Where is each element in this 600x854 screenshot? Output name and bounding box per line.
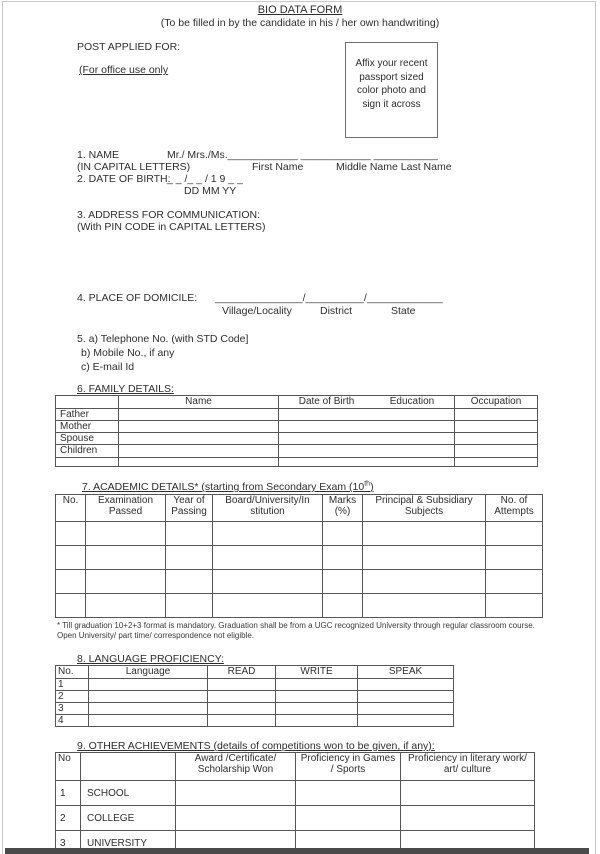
telephone-label: 5. a) Telephone No. (with STD Code] — [77, 333, 249, 345]
empty-cell — [213, 594, 323, 618]
empty-cell — [208, 679, 276, 691]
mobile-label: b) Mobile No., if any — [81, 347, 175, 359]
table-row — [56, 445, 538, 458]
empty-cell — [208, 691, 276, 703]
empty-cell — [486, 570, 543, 594]
family-education-header: Education — [389, 396, 435, 407]
dob-blanks: _ _ /_ _ / 1 9 _ _ — [167, 173, 243, 185]
domicile-blanks: _______________/__________/_____________ — [215, 292, 443, 304]
academic-heading-sup: th — [364, 480, 371, 488]
language-col-speak: SPEAK — [358, 666, 454, 679]
table-row — [56, 546, 543, 570]
empty-cell — [166, 546, 213, 570]
achievement-level-college: COLLEGE — [81, 806, 176, 831]
name-label: 1. NAME — [77, 149, 120, 161]
empty-cell — [358, 715, 454, 727]
table-row — [56, 666, 454, 679]
empty-cell — [363, 546, 486, 570]
name-blanks: ____________ ____________ ___________ — [227, 149, 438, 161]
empty-cell — [213, 570, 323, 594]
table-row — [56, 458, 538, 467]
academic-details-table — [55, 494, 543, 618]
table-row — [56, 594, 543, 618]
empty-cell — [176, 806, 296, 831]
empty-cell — [119, 433, 279, 445]
achievement-level-university: UNIVERSITY — [81, 831, 176, 854]
empty-cell — [296, 781, 401, 806]
empty-cell — [276, 715, 358, 727]
achievements-col-award: Award /Certificate/ Scholarship Won — [176, 753, 296, 781]
photo-affix-box: Affix your recent passport sized color photo and sign it across — [345, 42, 438, 138]
empty-cell — [89, 691, 208, 703]
first-name-label: First Name — [252, 161, 304, 173]
achievement-level-school: SCHOOL — [81, 781, 176, 806]
email-label: c) E-mail Id — [81, 361, 135, 373]
empty-cell — [279, 421, 455, 433]
empty-cell — [119, 409, 279, 421]
academic-col-marks: Marks (%) — [323, 495, 363, 522]
academic-col-exam: Examination Passed — [86, 495, 166, 522]
office-use-label: (For office use only — [79, 64, 169, 76]
empty-cell — [56, 522, 86, 546]
empty-cell — [455, 421, 538, 433]
empty-cell — [486, 522, 543, 546]
address-note: (With PIN CODE in CAPITAL LETTERS) — [77, 221, 266, 233]
empty-cell — [208, 715, 276, 727]
academic-col-no: No. — [56, 495, 86, 522]
language-col-no: No. — [56, 666, 89, 679]
empty-cell — [276, 679, 358, 691]
empty-cell — [86, 570, 166, 594]
empty-cell — [486, 594, 543, 618]
family-details-heading: 6. FAMILY DETAILS: — [77, 383, 174, 395]
table-row — [56, 806, 535, 831]
empty-cell — [363, 570, 486, 594]
name-line — [167, 149, 438, 161]
empty-cell — [213, 546, 323, 570]
bottom-bar — [5, 848, 589, 854]
family-dob-header: Date of Birth — [298, 396, 355, 407]
empty-cell — [455, 409, 538, 421]
district-label: District — [320, 305, 353, 317]
empty-cell — [323, 522, 363, 546]
post-applied-label: POST APPLIED FOR: — [77, 41, 181, 53]
middle-last-name-label: Middle Name Last Name — [336, 161, 452, 173]
family-row-spouse: Spouse — [56, 433, 119, 445]
empty-cell — [86, 522, 166, 546]
academic-heading-close: ) — [370, 481, 374, 493]
language-col-write: WRITE — [276, 666, 358, 679]
empty-cell — [119, 421, 279, 433]
empty-cell — [363, 594, 486, 618]
table-row — [56, 753, 535, 781]
language-row-number: 1 — [56, 679, 89, 691]
other-achievements-table — [55, 752, 535, 854]
empty-cell — [323, 546, 363, 570]
family-row-children: Children — [56, 445, 119, 458]
empty-cell — [279, 409, 455, 421]
table-row — [56, 433, 538, 445]
empty-cell — [358, 703, 454, 715]
empty-cell — [81, 753, 176, 781]
empty-cell — [455, 433, 538, 445]
academic-col-attempts: No. of Attempts — [486, 495, 543, 522]
language-row-number: 3 — [56, 703, 89, 715]
table-row — [56, 679, 454, 691]
empty-cell — [176, 781, 296, 806]
table-row — [56, 570, 543, 594]
village-locality-label: Village/Locality — [222, 305, 292, 317]
language-row-number: 4 — [56, 715, 89, 727]
form-subtitle: (To be filled in by the candidate in his / her own handwriting) — [160, 17, 440, 29]
empty-cell — [363, 522, 486, 546]
academic-col-subjects: Principal & Subsidiary Subjects — [363, 495, 486, 522]
state-label: State — [391, 305, 416, 317]
family-row-mother: Mother — [56, 421, 119, 433]
family-dob-education-header — [279, 396, 455, 409]
table-row — [56, 409, 538, 421]
empty-cell — [296, 806, 401, 831]
achievement-row-number: 1 — [56, 781, 81, 806]
empty-cell — [358, 691, 454, 703]
achievement-row-number: 2 — [56, 806, 81, 831]
empty-cell — [279, 433, 455, 445]
language-proficiency-table — [55, 665, 454, 727]
empty-cell — [56, 396, 119, 409]
table-row — [56, 396, 538, 409]
dob-format-label: DD MM YY — [184, 185, 237, 197]
empty-cell — [208, 703, 276, 715]
empty-cell — [166, 594, 213, 618]
achievements-col-no: No — [56, 753, 81, 781]
table-row — [56, 703, 454, 715]
page-title — [0, 4, 600, 16]
achievements-col-literary: Proficiency in literary work/ art/ culture — [401, 753, 535, 781]
table-row — [56, 522, 543, 546]
academic-col-year: Year of Passing — [166, 495, 213, 522]
academic-footnote: * Till graduation 10+2+3 format is mandatory. Graduation shall be from a UGC recognized University through regular classroom course. Open University/ part time/ correspondence not eligible. — [57, 621, 535, 640]
family-row-father: Father — [56, 409, 119, 421]
empty-cell — [119, 445, 279, 458]
empty-cell — [455, 458, 538, 467]
empty-cell — [279, 458, 455, 467]
form-title: BIO DATA FORM — [257, 4, 343, 16]
dob-label: 2. DATE OF BIRTH: — [77, 173, 171, 185]
academic-heading-main: 7. ACADEMIC DETAILS* (starting from Secondary Exam (10 — [82, 481, 365, 493]
name-prefix: Mr./ Mrs./Ms. — [167, 149, 228, 161]
empty-cell — [89, 703, 208, 715]
empty-cell — [119, 458, 279, 467]
empty-cell — [323, 594, 363, 618]
family-details-table — [55, 395, 538, 467]
address-label: 3. ADDRESS FOR COMMUNICATION: — [77, 209, 260, 221]
table-row — [56, 715, 454, 727]
language-row-number: 2 — [56, 691, 89, 703]
table-row — [56, 421, 538, 433]
empty-cell — [455, 445, 538, 458]
empty-cell — [56, 570, 86, 594]
other-achievements-heading: 9. OTHER ACHIEVEMENTS (details of competitions won to be given, if any): — [77, 740, 435, 752]
caps-note: (IN CAPITAL LETTERS) — [77, 161, 191, 173]
language-col-language: Language — [89, 666, 208, 679]
family-name-header: Name — [119, 396, 279, 409]
table-row — [56, 495, 543, 522]
academic-details-heading — [82, 481, 374, 493]
empty-cell — [276, 703, 358, 715]
empty-cell — [323, 570, 363, 594]
empty-cell — [401, 781, 535, 806]
table-row — [56, 691, 454, 703]
achievements-col-games: Proficiency in Games / Sports — [296, 753, 401, 781]
empty-cell — [56, 594, 86, 618]
table-row — [56, 781, 535, 806]
empty-cell — [86, 546, 166, 570]
empty-cell — [56, 546, 86, 570]
academic-col-board: Board/University/In stitution — [213, 495, 323, 522]
empty-cell — [213, 522, 323, 546]
achievement-row-number: 3 — [56, 831, 81, 854]
language-proficiency-heading: 8. LANGUAGE PROFICIENCY: — [77, 653, 225, 665]
empty-cell — [166, 522, 213, 546]
empty-cell — [358, 679, 454, 691]
empty-cell — [89, 715, 208, 727]
domicile-label: 4. PLACE OF DOMICILE: — [77, 292, 198, 304]
language-col-read: READ — [208, 666, 276, 679]
empty-cell — [276, 691, 358, 703]
family-occupation-header: Occupation — [455, 396, 538, 409]
empty-cell — [89, 679, 208, 691]
empty-cell — [56, 458, 119, 467]
empty-cell — [401, 806, 535, 831]
empty-cell — [86, 594, 166, 618]
empty-cell — [279, 445, 455, 458]
empty-cell — [486, 546, 543, 570]
empty-cell — [166, 570, 213, 594]
